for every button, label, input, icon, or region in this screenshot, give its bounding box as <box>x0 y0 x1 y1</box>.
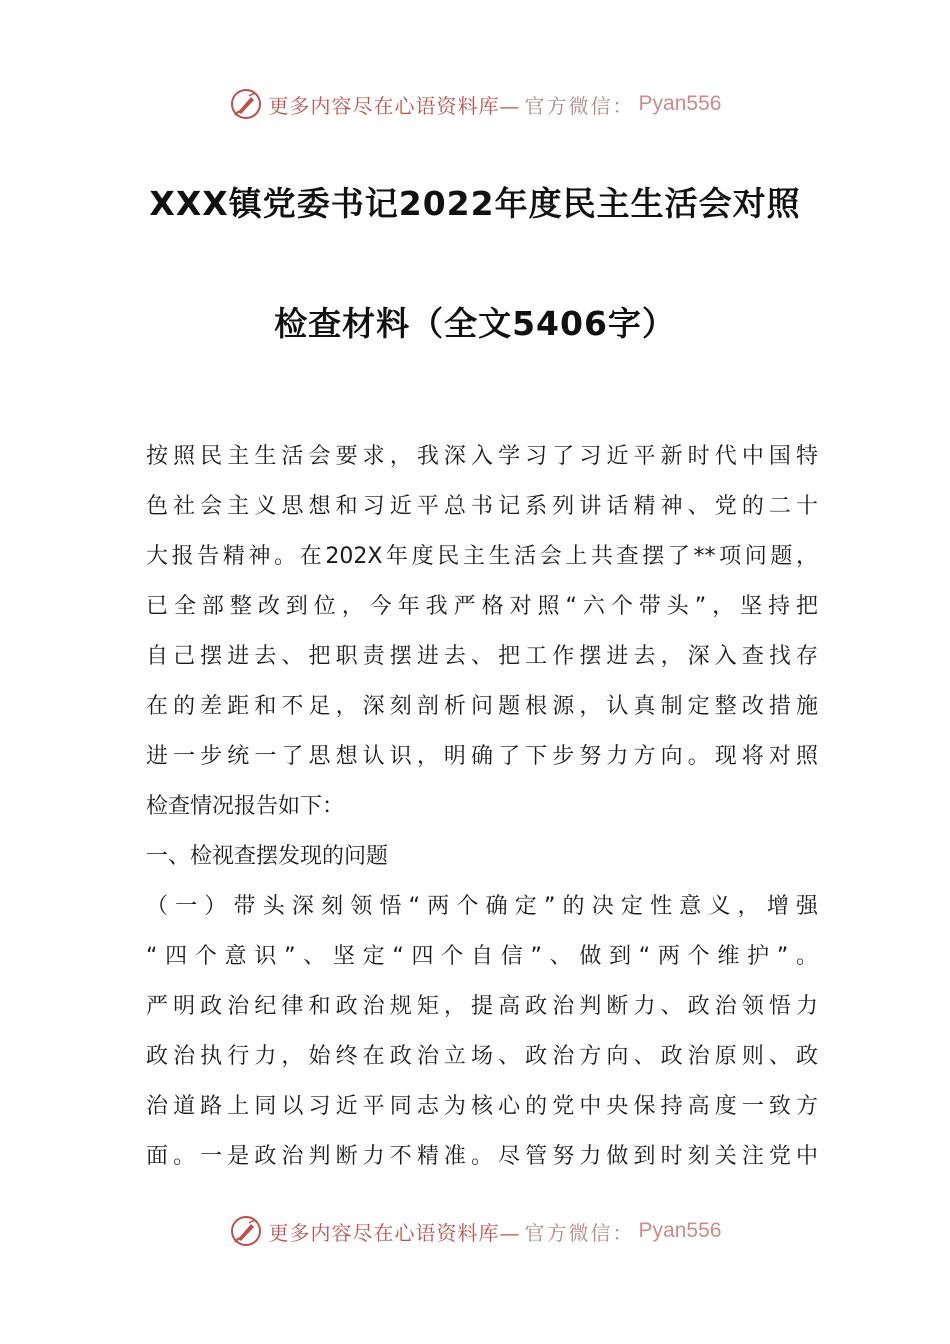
footer-watermark-banner <box>0 1211 950 1251</box>
body-line: 在的差距和不足，深刻剖析问题根源，认真制定整改措施 <box>146 694 818 719</box>
banner-text: 更多内容尽在心语资料库— <box>268 93 521 118</box>
body-line: 面。一是政治判断力不精准。尽管努力做到时刻关注党中 <box>146 1144 818 1169</box>
banner-wechat-id: Pyan556 <box>638 1219 722 1242</box>
body-line: 自己摆进去、把职责摆进去、把工作摆进去，深入查找存 <box>146 644 818 669</box>
body-line: “四个意识”、坚定“四个自信”、做到“两个维护”。 <box>146 944 818 969</box>
body-line: 已全部整改到位，今年我严格对照“六个带头”，坚持把 <box>146 594 818 619</box>
body-line: 严明政治纪律和政治规矩，提高政治判断力、政治领悟力 <box>146 994 818 1019</box>
banner-wechat-label: 官方微信： <box>524 93 635 118</box>
body-line: （一）带头深刻领悟“两个确定”的决定性意义，增强 <box>146 894 818 919</box>
document-title-line-1: XXX镇党委书记2022年度民主生活会对照 <box>149 184 801 223</box>
body-line: 治道路上同以习近平同志为核心的党中央保持高度一致方 <box>146 1094 818 1119</box>
document-body <box>146 432 818 1182</box>
body-line: 检查情况报告如下： <box>146 794 345 819</box>
body-line: 按照民主生活会要求，我深入学习了习近平新时代中国特 <box>146 444 818 469</box>
section-heading: 一、检视查摆发现的问题 <box>146 844 389 869</box>
body-line: 进一步统一了思想认识，明确了下步努力方向。现将对照 <box>146 744 818 769</box>
pen-quill-logo-icon <box>229 1214 263 1248</box>
document-title-line-2: 检查材料（全文5406字） <box>274 304 676 343</box>
banner-wechat-id: Pyan556 <box>638 92 722 115</box>
body-line: 政治执行力，始终在政治立场、政治方向、政治原则、政 <box>146 1044 818 1069</box>
header-watermark-banner <box>0 84 950 124</box>
pen-quill-logo-icon <box>229 87 263 121</box>
banner-text: 更多内容尽在心语资料库— <box>268 1220 521 1245</box>
banner-wechat-label: 官方微信： <box>524 1220 635 1245</box>
body-line: 色社会主义思想和习近平总书记系列讲话精神、党的二十 <box>146 494 818 519</box>
body-line: 大报告精神。在202X年度民主生活会上共查摆了**项问题， <box>146 544 818 569</box>
